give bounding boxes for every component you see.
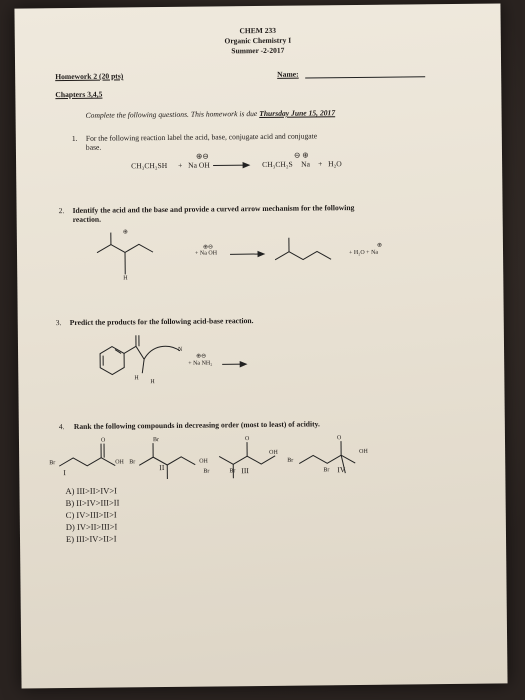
q2-text-1: Identify the acid and the base and provide a curved arrow mechanism for the following [72,203,355,215]
q1-reactant-1: CH₃CH₂SH [131,160,168,171]
q1-text-1: For the following reaction label the acid, base, conjugate acid and conjugate [85,131,318,143]
q4-option-c: C) IV>III>II>I [65,509,117,521]
q4-label-i: I [63,468,66,478]
q3-reactant-structure [88,335,199,386]
q3-atom-h2: H [150,379,155,386]
q1-product-2: H₂O [328,159,342,169]
q2-number: 2. [58,206,65,216]
q4-label-iv: IV [337,465,346,475]
course-subject: Organic Chemistry I [224,35,292,46]
q4-ii-br-top: Br [152,437,160,444]
q4-iv-br: Br [287,457,294,464]
q3-atom-n: N [178,346,183,353]
q2-reaction-arrow [230,254,270,260]
q4-iii-br-1: Br [203,468,210,475]
q1-number: 1. [71,133,78,143]
q2-carbocation-plus: ⊕ [122,229,128,236]
q3-reaction-arrow [222,364,252,370]
q4-iii-o: O [244,436,250,443]
q1-charges-left: ⊕⊖ [195,151,209,161]
q4-iii-oh: OH [269,449,278,456]
instructions: Complete the following questions. This homework is due Thursday June 15, 2017 [85,108,336,120]
q3-number: 3. [55,318,62,328]
q2-product-structure [275,233,355,274]
q4-text: Rank the following compounds in decreasing order (most to least) of acidity. [73,419,320,431]
q4-label-ii: II [159,463,165,473]
q2-reagent-charges: ⊕⊖ [202,244,214,251]
q4-number: 4. [58,422,65,432]
q4-i-o: O [100,437,106,444]
q4-i-br: Br [49,460,56,467]
q4-iv-oh: OH [359,448,368,455]
course-title: CHEM 233 [239,25,276,36]
q4-iv-br-2: Br [323,467,330,474]
q3-reagent-charges: ⊕⊖ [196,353,207,360]
q3-text: Predict the products for the following acid-base reaction. [69,316,254,328]
q1-plus-2: + [318,159,323,169]
course-term: Summer -2-2017 [231,45,285,56]
q1-reactant-2: Na OH [188,160,210,170]
q1-charges-right: ⊖ ⊕ [293,150,309,160]
homework-title: Homework 2 (20 pts) [55,71,124,82]
q4-iii-br-2: Br [229,468,236,475]
homework-page [14,3,507,688]
q1-plus-1: + [178,160,183,170]
q1-reaction-arrow [213,165,253,171]
name-label: Name: [277,69,299,79]
q3-reagent: + Na NH₂ [188,360,213,367]
q4-option-d: D) IV>II>III>I [65,521,118,533]
q4-label-iii: III [241,466,249,476]
q1-product-1b: Na [301,159,311,169]
q2-products: + H₂O + Na [349,249,379,257]
q1-product-1: CH₃CH₂S [262,159,293,169]
q4-option-b: B) II>IV>III>II [65,497,120,509]
chapters: Chapters 3,4,5 [55,89,103,100]
q4-option-e: E) III>IV>II>I [65,533,117,545]
name-line [305,76,425,78]
q4-ii-oh: OH [199,458,208,465]
q1-text-2: base. [85,142,102,152]
q2-reagent: + Na OH [194,250,218,257]
q3-atom-h1: H [134,375,139,382]
q4-i-oh: OH [115,459,124,466]
q2-reactant-structure [97,232,178,283]
q4-iv-o: O [336,435,342,442]
q2-atom-h: H [123,275,128,282]
q2-product-charge: ⊕ [376,242,383,249]
q4-ii-br: Br [129,459,136,466]
q4-option-a: A) III>II>IV>I [65,485,117,497]
q2-text-2: reaction. [72,214,102,224]
